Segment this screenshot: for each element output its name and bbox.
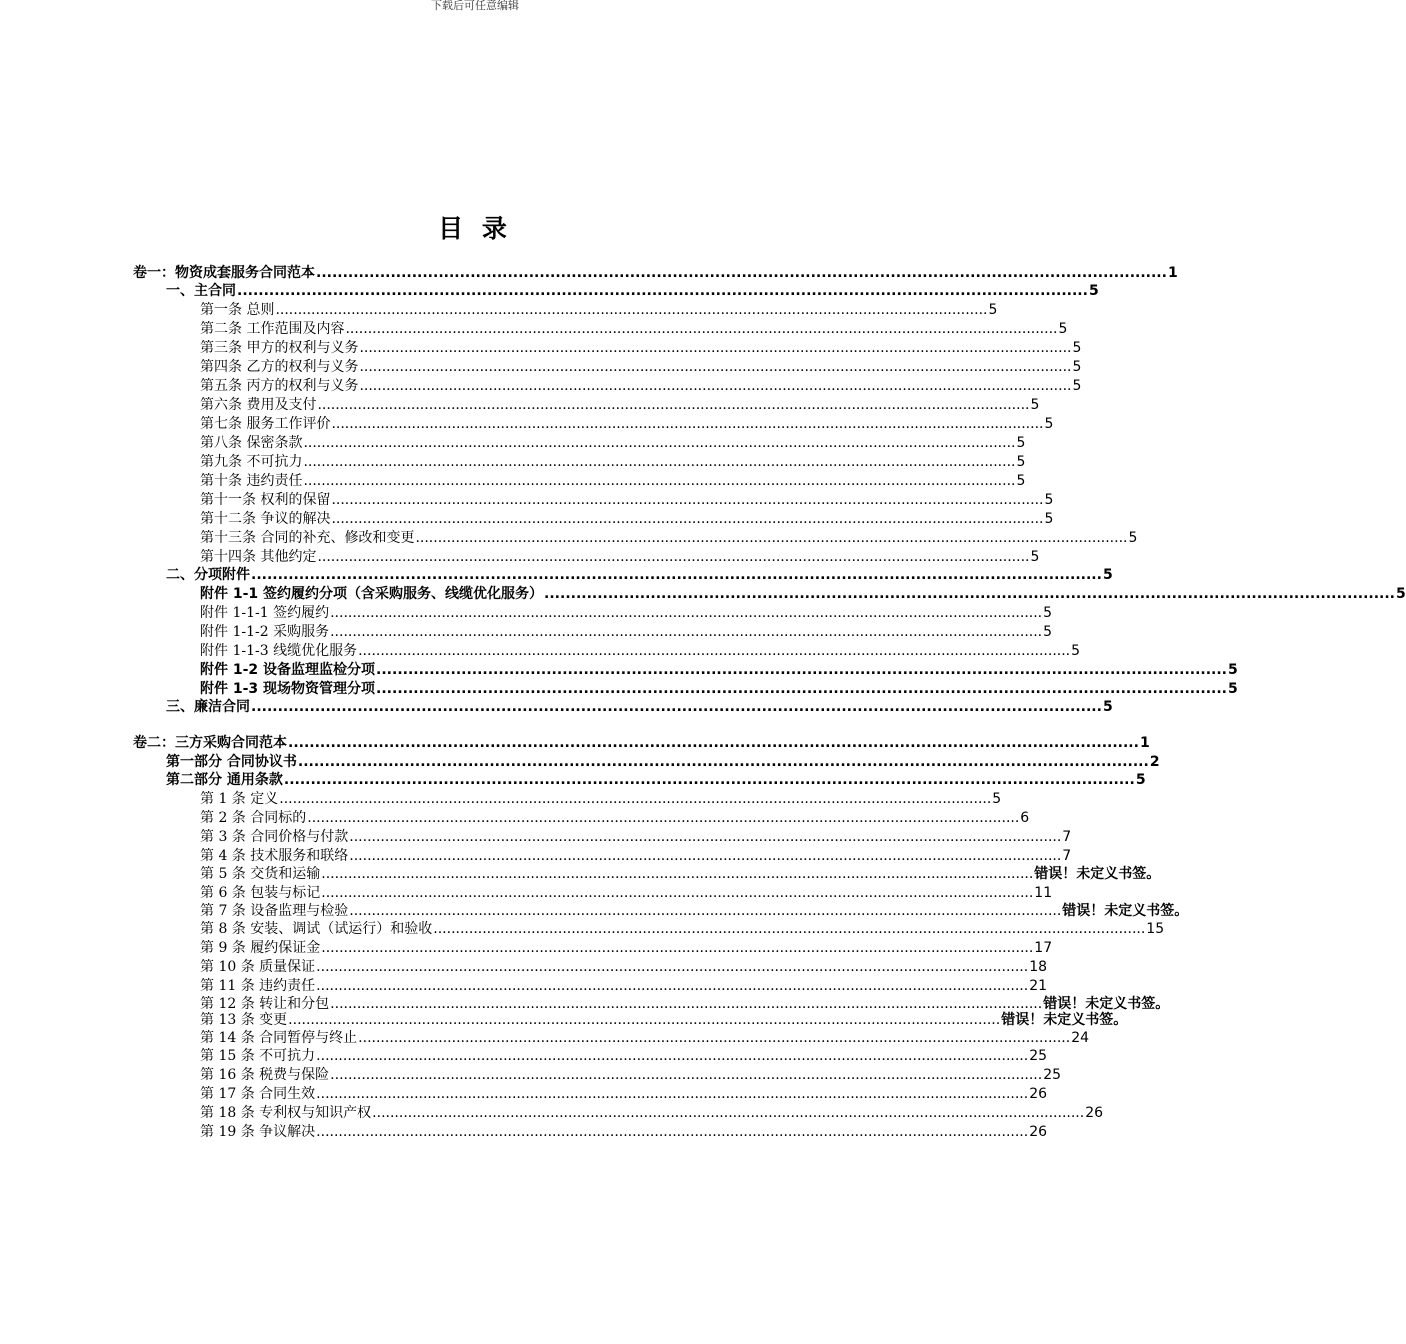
toc-entry[interactable]: 附件 1-1 签约履约分项（含采购服务、线缆优化服务） ................................................................................................................................................................ 5 [200,586,1406,602]
toc-entry[interactable]: 第 7 条 设备监理与检验 ................................................................................................................................................................ 错误！未定义书签。 [200,903,1189,919]
toc-entry[interactable]: 第七条 服务工作评价 ................................................................................................................................................................ 5 [200,416,1054,432]
toc-entry[interactable]: 第 11 条 违约责任 ................................................................................................................................................................ 21 [200,978,1048,994]
toc-entry[interactable]: 第 6 条 包装与标记 ................................................................................................................................................................ 11 [200,885,1053,901]
toc-entry[interactable]: 第 8 条 安装、调试（试运行）和验收 ................................................................................................................................................................ 15 [200,921,1165,937]
toc-entry[interactable]: 第 19 条 争议解决 ................................................................................................................................................................ 26 [200,1124,1048,1140]
toc-entry[interactable]: 第十二条 争议的解决 ................................................................................................................................................................ 5 [200,511,1054,527]
toc-entry[interactable]: 第 13 条 变更 ................................................................................................................................................................ 错误！未定义书签。 [200,1012,1128,1028]
toc-entry[interactable]: 第九条 不可抗力 ................................................................................................................................................................ 5 [200,454,1026,470]
toc-entry[interactable]: 第 14 条 合同暂停与终止 ................................................................................................................................................................ 24 [200,1030,1090,1046]
toc-entry[interactable]: 第 4 条 技术服务和联络 ................................................................................................................................................................ 7 [200,848,1072,864]
toc-entry[interactable]: 卷一：物资成套服务合同范本 ................................................................................................................................................................ 1 [133,265,1178,281]
toc-entry[interactable]: 卷二：三方采购合同范本 ................................................................................................................................................................ 1 [133,735,1150,751]
toc-entry[interactable]: 第 2 条 合同标的 ................................................................................................................................................................ 6 [200,810,1030,826]
toc-entry[interactable]: 第 18 条 专利权与知识产权 ................................................................................................................................................................ 26 [200,1105,1104,1121]
toc-entry[interactable]: 第 17 条 合同生效 ................................................................................................................................................................ 26 [200,1086,1048,1102]
toc-entry[interactable]: 第四条 乙方的权利与义务 ................................................................................................................................................................ 5 [200,359,1082,375]
toc-entry[interactable]: 第六条 费用及支付 ................................................................................................................................................................ 5 [200,397,1040,413]
toc-entry[interactable]: 第 15 条 不可抗力 ................................................................................................................................................................ 25 [200,1048,1048,1064]
toc-entry[interactable]: 第一条 总则 ................................................................................................................................................................ 5 [200,302,998,318]
page-title: 目 录 [438,214,512,243]
toc-entry[interactable]: 第 12 条 转让和分包 ................................................................................................................................................................ 错误！未定义书签。 [200,996,1170,1012]
toc-entry[interactable]: 附件 1-2 设备监理监检分项 ................................................................................................................................................................ 5 [200,662,1238,678]
toc-entry[interactable]: 三、廉洁合同 ................................................................................................................................................................ 5 [166,699,1113,715]
toc-entry[interactable]: 一、主合同 ................................................................................................................................................................ 5 [166,283,1099,299]
toc-entry[interactable]: 第二条 工作范围及内容 ................................................................................................................................................................ 5 [200,321,1068,337]
toc-entry[interactable]: 附件 1-3 现场物资管理分项 ................................................................................................................................................................ 5 [200,681,1238,697]
page-header: 下载后可任意编辑 [431,0,519,12]
toc-entry[interactable]: 第十一条 权利的保留 ................................................................................................................................................................ 5 [200,492,1054,508]
toc-entry[interactable]: 第十三条 合同的补充、修改和变更 ................................................................................................................................................................ 5 [200,530,1138,546]
toc-entry[interactable]: 第 10 条 质量保证 ................................................................................................................................................................ 18 [200,959,1048,975]
toc-entry[interactable]: 附件 1-1-2 采购服务 ................................................................................................................................................................ 5 [200,624,1053,640]
toc-entry[interactable]: 第 9 条 履约保证金 ................................................................................................................................................................ 17 [200,940,1053,956]
toc-entry[interactable]: 第五条 丙方的权利与义务 ................................................................................................................................................................ 5 [200,378,1082,394]
toc-entry[interactable]: 第 5 条 交货和运输 ................................................................................................................................................................ 错误！未定义书签。 [200,866,1161,882]
toc-entry[interactable]: 第二部分 通用条款 ................................................................................................................................................................ 5 [166,772,1146,788]
toc-entry[interactable]: 第三条 甲方的权利与义务 ................................................................................................................................................................ 5 [200,340,1082,356]
toc-entry[interactable]: 第八条 保密条款 ................................................................................................................................................................ 5 [200,435,1026,451]
toc-entry[interactable]: 附件 1-1-3 线缆优化服务 ................................................................................................................................................................ 5 [200,643,1081,659]
toc-entry[interactable]: 第一部分 合同协议书 ................................................................................................................................................................ 2 [166,754,1160,770]
toc-entry[interactable]: 二、分项附件 ................................................................................................................................................................ 5 [166,567,1113,583]
toc-entry[interactable]: 第 3 条 合同价格与付款 ................................................................................................................................................................ 7 [200,829,1072,845]
toc-entry[interactable]: 第十四条 其他约定 ................................................................................................................................................................ 5 [200,549,1040,565]
toc-entry[interactable]: 第十条 违约责任 ................................................................................................................................................................ 5 [200,473,1026,489]
toc-entry[interactable]: 第 1 条 定义 ................................................................................................................................................................ 5 [200,791,1002,807]
toc-entry[interactable]: 附件 1-1-1 签约履约 ................................................................................................................................................................ 5 [200,605,1053,621]
toc-entry[interactable]: 第 16 条 税费与保险 ................................................................................................................................................................ 25 [200,1067,1062,1083]
